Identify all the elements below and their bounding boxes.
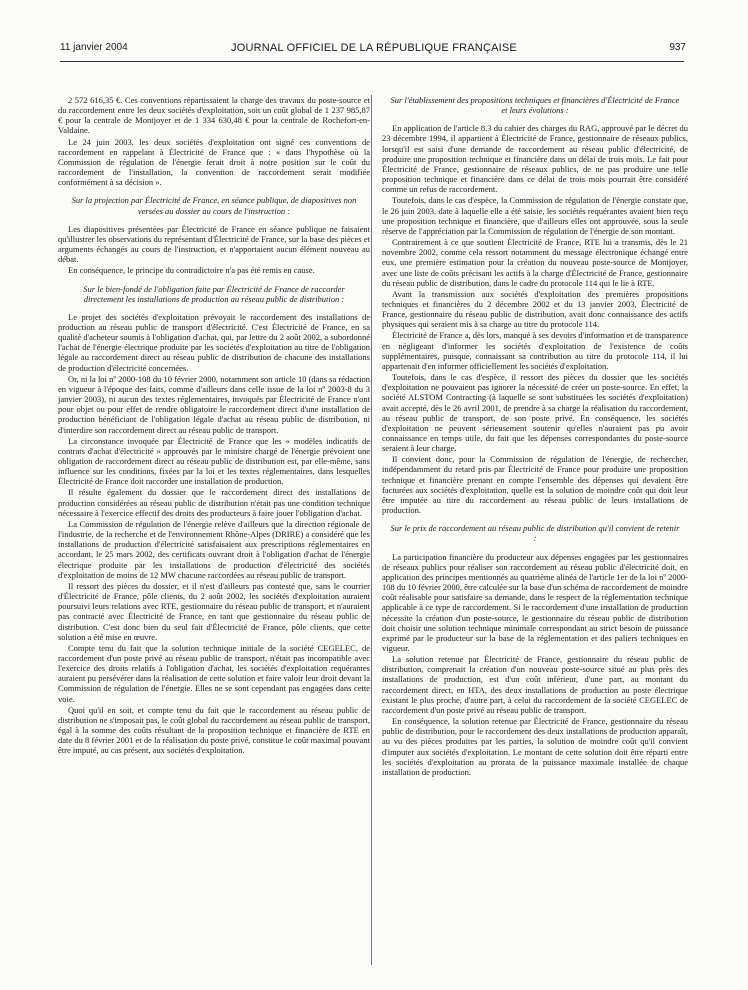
paragraph: Or, ni la loi nº 2000-108 du 10 février 2000, notamment son article 10 (dans sa rédaction en vigueur à l'époque des faits, comme d'ailleurs dans celle issue de la loi nº 2003-8 du 3 janvier 2003), ni aucun des textes réglementaires, invoqués par Électricité de France n'ont pour objet ou pour effet de rendre obligatoire le raccordement direct d'une installation de production bénéficiant de l'obligation légale d'achat au réseau public de distribution, ni d'interdire son raccordement direct au réseau public de transport. (58, 373, 370, 435)
paragraph: Avant la transmission aux sociétés d'exploitation des premières propositions techniques et financières du 2 décembre 2002 et du 13 janvier 2003, Électricité de France, gestionnaire du réseau public de distribution, avait donc connaissance des actifs physiques qui seraient mis à sa charge au titre du protocole 114. (382, 288, 688, 330)
paragraph: Quoi qu'il en soit, et compte tenu du fait que le raccordement au réseau public de distribution ne s'imposait pas, le coût global du raccordement au réseau public de transport, égal à la somme des coûts résultant de la proposition technique et financière de RTE en date du 8 février 2001 et de la réalisation du poste privé, constitue le coût maximal pouvant être imputé, au cas présent, aux sociétés d'exploitation. (58, 704, 370, 756)
paragraph: 2 572 616,35 €. Ces conventions répartissaient la charge des travaux du poste-source et du raccordement entre les deux sociétés d'exploitation, soit un coût global de 1 237 985,87 € pour la centrale de Montjoyer et de 1 334 630,48 € pour la centrale de Rochefort-en-Valdaine. (58, 95, 370, 136)
section-heading: Sur la projection par Électricité de France, en séance publique, de diapositives non versées au dossier au cours de l'instruction : (71, 195, 357, 216)
paragraph: Contrairement à ce que soutient Électricité de France, RTE lui a transmis, dès le 21 novembre 2002, comme cela ressort notamment du message électronique échangé entre eux, une première estimation pour la création du nouveau poste-source de Montjoyer, avec une liste de coûts précisant les actifs à la charge d'Électricité de France, gestionnaire du réseau public de distribution, dans le cadre du protocole 114 qui le lie à RTE. (382, 237, 688, 288)
paragraph: La solution retenue par Électricité de France, gestionnaire du réseau public de distribution, comprenait la création d'un nouveau poste-source situé au plus près des installations de production, est d'un coût inférieur, d'une part, au montant du raccordement direct, en HTA, des deux installations de production au poste électrique existant le plus proche, d'autre part, à celui du raccordement de la société CEGELEC de raccordement d'un poste privé au réseau public de transport. (382, 654, 688, 715)
paragraph: Il convient donc, pour la Commission de régulation de l'énergie, de rechercher, indépendamment du retard pris par Électricité de France pour produire une proposition technique et financière prenant en compte l'ensemble des dépenses qui devaient être facturées aux sociétés d'exploitation, quelle est la solution de moindre coût qui doit leur être imputée au titre du raccordement au réseau public de leurs installations de production. (382, 454, 688, 516)
journal-title: JOURNAL OFFICIEL DE LA RÉPUBLIQUE FRANÇAISE (231, 42, 517, 54)
paragraph: En application de l'article 8.3 du cahier des charges du RAG, approuvé par le décret du 23 décembre 1994, il appartient à Électricité de France, gestionnaire de réseaux publics, lorsqu'il est saisi d'une demande de raccordement au réseau public d'électricité, de produire une proposition technique et financière dans un délai de trois mois. Le fait pour Électricité de France, gestionnaire de réseaux publics, de ne pas produire une telle proposition technique et financière dans ce délai de trois mois pourrait être considéré comme un refus de raccordement. (382, 123, 688, 195)
section-heading: Sur le prix de raccordement au réseau public de distribution qu'il convient de retenir : (390, 523, 680, 544)
paragraph: En conséquence, la solution retenue par Électricité de France, gestionnaire du réseau public de distribution, pour le raccordement des deux installations de production apparaît, au vu des pièces produites par les parties, la solution de moindre coût qu'il convient d'imputer aux sociétés d'exploitation. Le montant de cette solution doit être réparti entre les sociétés d'exploitation au prorata de la puissance maximale installée de chaque installation de production. (382, 716, 688, 777)
left-column (58, 95, 370, 757)
paragraph: Toutefois, dans le cas d'espèce, la Commission de régulation de l'énergie constate que, le 26 juin 2003, date à laquelle elle a été saisie, les sociétés requérantes avaient bien reçu une proposition technique et financière, que d'ailleurs elles ont approuvée, sous la seule réserve de l'appréciation par la Commission de régulation de l'énergie de son montant. (382, 195, 688, 236)
page-number: 937 (669, 42, 686, 53)
paragraph: Le 24 juin 2003, les deux sociétés d'exploitation ont signé ces conventions de raccordement en rappelant à Électricité de France que : « dans l'hypothèse où la Commission de régulation de l'énergie ferait droit à notre position sur le coût du raccordement de l'installation, la convention de raccordement serait modifiée conformément à sa décision ». (58, 136, 370, 188)
paragraph: Il ressort des pièces du dossier, et il n'est d'ailleurs pas contesté que, sans le courrier d'Électricité de France, pôle clients, du 2 août 2002, les sociétés d'exploitation auraient poursuivi leurs relations avec RTE, gestionnaire du réseau public de transport, et n'auraient pas contracté avec Électricité de France, en tant que gestionnaire du réseau public de distribution. C'est donc bien du seul fait d'Électricité de France, pôle clients, que cette solution a été mise en œuvre. (58, 580, 370, 642)
paragraph: Compte tenu du fait que la solution technique initiale de la société CEGELEC, de raccordement d'un poste privé au réseau public de transport, n'était pas incompatible avec l'exercice des droits relatifs à l'obligation d'achat, les sociétés d'exploitation requérantes auraient pu persévérer dans la réalisation de cette solution et faire valoir leur droit devant la Commission de régulation de l'énergie. Elles ne se sont cependant pas engagées dans cette voie. (58, 642, 370, 704)
section-heading: Sur l'établissement des propositions techniques et financières d'Électricité de France et leurs évolutions : (390, 95, 680, 116)
paragraph: La circonstance invoquée par Électricité de France que les « modèles indicatifs de contrats d'achat d'électricité » approuvés par le ministre chargé de l'énergie prévoient une obligation de raccordement direct au réseau public de distribution est, par elle-même, sans influence sur les conditions, fixées par la loi et les textes réglementaires, dans lesquelles Électricité de France doit raccorder une installation de production. (58, 435, 370, 487)
paragraph: La Commission de régulation de l'énergie relève d'ailleurs que la direction régionale de l'industrie, de la recherche et de l'environnement Rhône-Alpes (DRIRE) a considéré que les installations de production d'électricité satisfaisaient aux prescriptions réglementaires en accordant, le 25 mars 2002, des certificats ouvrant droit à l'obligation d'achat de l'énergie électrique produite par les installations de production d'électricité des sociétés d'exploitation de moins de 12 MW chacune raccordées au réseau public de transport. (58, 518, 370, 580)
header-date: 11 janvier 2004 (60, 42, 128, 53)
paragraph: Il résulte également du dossier que le raccordement direct des installations de production considérées au réseau public de distribution n'était pas une condition technique nécessaire à l'exercice effectif des droits des producteurs à faire jouer l'obligation d'achat. (58, 487, 370, 518)
paragraph: La participation financière du producteur aux dépenses engagées par les gestionnaires de réseaux publics pour réaliser son raccordement au réseau public d'électricité doit, en application des principes mentionnés au quatrième alinéa de l'article 1er de la loi nº 2000-108 du 10 février 2000, être calculée sur la base d'un schéma de raccordement de moindre coût réalisable pour satisfaire sa demande, dans le respect de la réglementation technique applicable à ce type de raccordement. Si le raccordement d'une installation de production nécessite la création d'un poste-source, le gestionnaire du réseau public de distribution doit choisir une solution technique minimale correspondant au strict besoin de puissance exprimé par le producteur sur la base de la réglementation et des paliers techniques en vigueur. (382, 551, 688, 653)
column-divider (371, 95, 372, 965)
header-rule (60, 61, 684, 62)
section-heading: Sur le bien-fondé de l'obligation faite par Électricité de France de raccorder directement les installations de production au réseau public de distribution : (83, 283, 345, 304)
paragraph: Électricité de France a, dès lors, manqué à ses devoirs d'information et de transparence en négligeant d'informer les sociétés d'exploitation de l'existence de coûts supplémentaires, puisque, connaissant sa contribution au titre du protocole 114, il lui appartenait d'en informer officiellement les sociétés d'exploitation. (382, 330, 688, 371)
paragraph: En conséquence, le principe du contradictoire n'a pas été remis en cause. (68, 265, 315, 276)
paragraph: Le projet des sociétés d'exploitation prévoyait le raccordement des installations de production au réseau public de transport d'électricité. C'est Électricité de France, en sa qualité d'acheteur soumis à l'obligation d'achat, qui, par lettre du 2 août 2002, a subordonné l'achat de l'énergie électrique produite par les sociétés d'exploitation au titre de l'obligation légale au raccordement direct au réseau public de distribution de chacune des installations de production d'électricité concernées. (58, 311, 370, 373)
page-header (0, 42, 748, 58)
right-column (382, 95, 688, 778)
paragraph: Les diapositives présentées par Électricité de France en séance publique ne faisaient qu'illustrer les observations du représentant d'Électricité de France, sur la base des pièces et arguments échangés au cours de l'instruction, et n'apportaient aucun élément nouveau au débat. (58, 223, 370, 265)
paragraph: Toutefois, dans le cas d'espèce, il ressort des pièces du dossier que les sociétés d'exploitation ne pouvaient pas ignorer la nécessité de créer un poste-source. En effet, la société ALSTOM Contracting (à laquelle se sont substituées les sociétés d'exploitation) avait accepté, dès le 26 avril 2001, de prendre à sa charge la réalisation du raccordement, au réseau public de transport, de son poste privé. En conséquence, les sociétés d'exploitation ne peuvent sérieusement soutenir qu'elles n'auraient pas pu avoir connaissance en temps utile, du fait que les dépenses correspondantes du poste-source seraient à leur charge. (382, 372, 688, 454)
